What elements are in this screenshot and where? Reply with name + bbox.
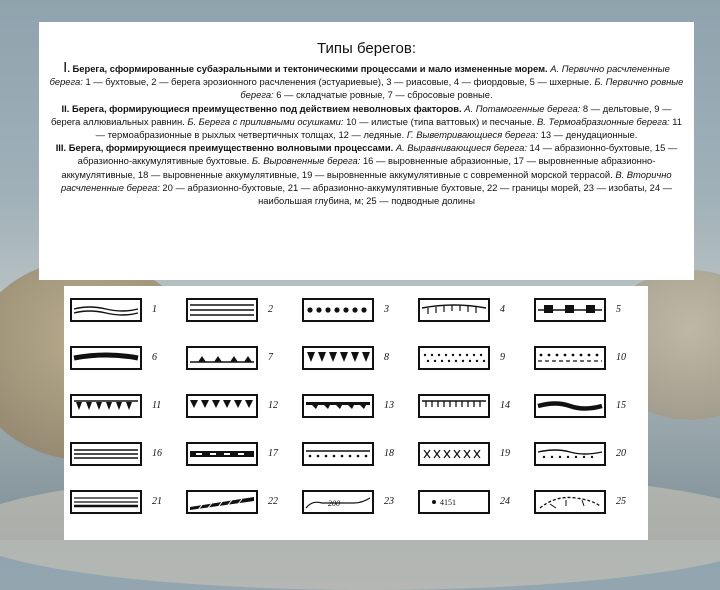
legend-item-18 <box>302 436 412 480</box>
legend-number: 18 <box>384 448 394 459</box>
legend-symbol-13 <box>302 394 374 418</box>
legend-number: 15 <box>616 400 626 411</box>
section-3-c-title: В. Вторично расчлененные берега: <box>60 168 672 193</box>
legend-item-11 <box>70 388 180 432</box>
legend-item-13 <box>302 388 412 432</box>
legend-item-17 <box>186 436 296 480</box>
legend-item-5 <box>534 292 644 336</box>
section-3 <box>49 141 684 207</box>
legend-number: 5 <box>616 304 621 315</box>
legend-symbol-21 <box>70 490 142 514</box>
section-1-a-label: А. <box>550 63 560 74</box>
section-1-b-title: Б. Первично ровные берега: <box>240 76 684 101</box>
legend-symbol-23 <box>302 490 374 514</box>
legend-item-21 <box>70 484 180 528</box>
legend-symbol-11 <box>70 394 142 418</box>
legend-symbol-16 <box>70 442 142 466</box>
section-1-b-items: 6 — складчатые ровные, 7 — сбросовые ровные. <box>276 89 493 101</box>
legend-number: 9 <box>500 352 505 363</box>
legend-item-12 <box>186 388 296 432</box>
legend-number: 21 <box>152 496 162 507</box>
section-2-d-title: Г. Выветривающиеся берега: <box>406 129 539 141</box>
legend-number: 14 <box>500 400 510 411</box>
legend-symbol-17 <box>186 442 258 466</box>
section-3-c-items: 20 — абразионно-бухтовые, 21 — абразионно-аккумулятивные бухтовые, 22 — границы морей, 23 — изобаты, 24 — наибольшая глубина, м; 25 — подводные долины <box>162 181 673 207</box>
legend-symbol-5 <box>534 298 606 322</box>
legend-number: 20 <box>616 448 626 459</box>
legend-number: 7 <box>268 352 273 363</box>
legend-number: 10 <box>616 352 626 363</box>
legend-item-3 <box>302 292 412 336</box>
section-2 <box>49 102 684 142</box>
legend-number: 1 <box>152 304 157 315</box>
legend-number: 19 <box>500 448 510 459</box>
legend-number: 12 <box>268 400 278 411</box>
legend-item-4 <box>418 292 528 336</box>
legend-symbol-19 <box>418 442 490 466</box>
section-2-c-title: В. Термоабразионные берега: <box>537 115 670 127</box>
slide-title: Типы берегов: <box>316 40 417 57</box>
legend-symbol-14 <box>418 394 490 418</box>
legend-item-8 <box>302 340 412 384</box>
section-2-a-title: А. Потамогенные берега: <box>464 102 581 114</box>
section-1-heading: . Берега, сформированные субаэральными и тектоническими процессами и мало измененные морем. <box>67 63 548 74</box>
legend-number: 25 <box>616 496 626 507</box>
legend-number: 23 <box>384 496 394 507</box>
description-panel <box>39 22 694 280</box>
legend-item-2 <box>186 292 296 336</box>
legend-number: 11 <box>152 400 162 411</box>
legend-symbol-10 <box>534 346 606 370</box>
section-2-b-items: 10 — илистые (типа ваттовых) и песчаные. <box>346 115 535 127</box>
section-1 <box>49 61 684 102</box>
section-2-d-items: 13 — денудационные. <box>540 129 638 141</box>
legend-number: 2 <box>268 304 273 315</box>
section-3-b-items: 16 — выровненные абразионные, 17 — выровненные абразионно-аккумулятивные, 18 — выровненные аккумулятивные, 19 — выровненные аккумулятивные с современной морской террасой. <box>61 155 656 180</box>
legend-item-7 <box>186 340 296 384</box>
legend-number: 17 <box>268 448 278 459</box>
depth-label: 4151 <box>440 498 456 507</box>
legend-item-9 <box>418 340 528 384</box>
legend-item-15 <box>534 388 644 432</box>
legend-symbol-1 <box>70 298 142 322</box>
legend-item-1 <box>70 292 180 336</box>
legend-item-14 <box>418 388 528 432</box>
legend-number: 13 <box>384 400 394 411</box>
legend-number: 3 <box>384 304 389 315</box>
section-2-heading: II. Берега, формирующиеся преимущественно под действием неволновых факторов. <box>61 102 462 114</box>
section-1-a-items: 1 — бухтовые, 2 — берега эрозионного расчленения (эстуариевые), 3 — риасовые, 4 — фиордовые, 5 — шхерные. <box>85 76 592 88</box>
section-3-b-title: Б. Выровненные берега: <box>251 155 361 167</box>
section-2-b-title: Б. Берега с приливными осушками: <box>187 115 344 127</box>
legend-item-16 <box>70 436 180 480</box>
legend-symbol-2 <box>186 298 258 322</box>
legend-symbol-6 <box>70 346 142 370</box>
legend-item-10 <box>534 340 644 384</box>
isobath-label: 200 <box>328 499 340 508</box>
legend-number: 16 <box>152 448 162 459</box>
legend-number: 4 <box>500 304 505 315</box>
roman-numeral: I <box>63 59 68 76</box>
legend-item-6 <box>70 340 180 384</box>
legend-panel <box>64 286 648 540</box>
section-3-a-title: А. Выравнивающиеся берега: <box>395 142 527 154</box>
section-2-a-items: 8 — дельтовые, 9 — берега аллювиальных равнин. <box>51 102 672 127</box>
legend-number: 8 <box>384 352 389 363</box>
legend-item-20 <box>534 436 644 480</box>
legend-symbol-25 <box>534 490 606 514</box>
legend-symbol-12 <box>186 394 258 418</box>
legend-symbol-8 <box>302 346 374 370</box>
legend-symbol-18 <box>302 442 374 466</box>
section-3-heading: III. Берега, формирующиеся преимущественно волновыми процессами. <box>55 142 394 154</box>
legend-item-25 <box>534 484 644 528</box>
legend-symbol-7 <box>186 346 258 370</box>
legend-symbol-9 <box>418 346 490 370</box>
legend-symbol-24 <box>418 490 490 514</box>
section-3-a-items: 14 — абразионно-бухтовые, 15 — абразионно-аккумулятивные бухтовые. <box>77 142 678 167</box>
section-2-c-items: 11 — термоабразионные в рыхлых четвертичных толщах, 12 — ледяные. <box>95 115 682 141</box>
legend-item-19 <box>418 436 528 480</box>
legend-item-24 <box>418 484 528 528</box>
legend-item-22 <box>186 484 296 528</box>
legend-symbol-4 <box>418 298 490 322</box>
legend-number: 6 <box>152 352 157 363</box>
legend-symbol-20 <box>534 442 606 466</box>
legend-symbol-15 <box>534 394 606 418</box>
legend-symbol-3 <box>302 298 374 322</box>
legend-symbol-22 <box>186 490 258 514</box>
legend-number: 24 <box>500 496 510 507</box>
legend-number: 22 <box>268 496 278 507</box>
legend-item-23 <box>302 484 412 528</box>
section-1-a-title: Первично расчлененные берега: <box>49 63 670 88</box>
